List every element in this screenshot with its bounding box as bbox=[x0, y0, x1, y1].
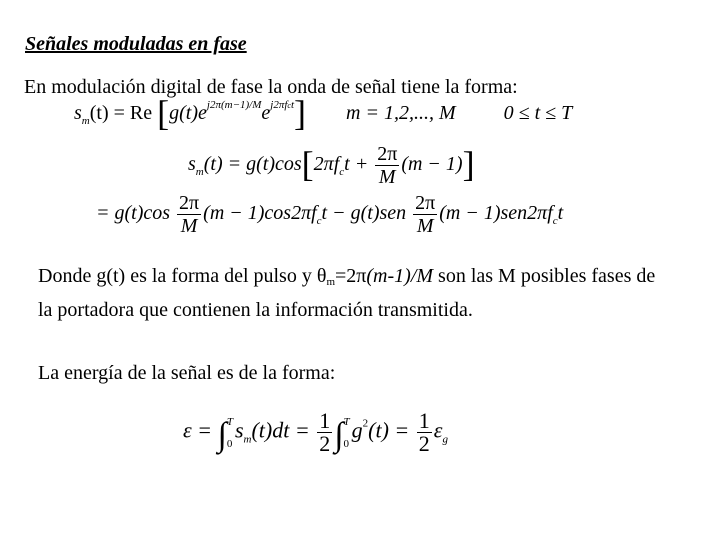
fraction-one-half-1: $\frac{1}{2}$ bbox=[319, 408, 331, 456]
intro-text: En modulación digital de fase la onda de señal tiene la forma: bbox=[24, 76, 518, 98]
fraction-2pi-over-M-2: $\frac{2\pi}{M}$ bbox=[415, 192, 436, 237]
integral-sign-1: ∫ bbox=[217, 416, 227, 454]
equation-energy: ε = ∫ T 0 $s_m(t)dt$ = $\frac{1}{2}$ ∫ T 0 $g^2(t)$ = $\frac{1}{2}$ $\varepsilon_g$ bbox=[183, 408, 448, 456]
equation-cos-form: $s_m(t) = g(t)\cos[2\pi f_ct$ + $\frac{2\pi}{M}$ (m − 1)] bbox=[188, 143, 475, 188]
fraction-one-half-2: $\frac{1}{2}$ bbox=[418, 408, 430, 456]
energy-text: La energía de la señal es de la forma: bbox=[38, 362, 336, 384]
right-bracket: ] bbox=[294, 93, 307, 133]
equation-expanded-form: = g(t)cos $\frac{2\pi}{M}$ $(m - 1)\cos 2\pi f_ct - g(t)sen$ $\frac{2\pi}{M}$ $(m - 1)sen2\pi f_ct$ bbox=[96, 192, 564, 237]
slide-title: Señales moduladas en fase bbox=[25, 33, 247, 55]
fraction-2pi-over-M-1: $\frac{2\pi}{M}$ bbox=[179, 192, 200, 237]
left-bracket: [ bbox=[157, 93, 170, 133]
description-paragraph: Donde g(t) es la forma del pulso y θm=2π(m-1)/M son las M posibles fases de la portadora que contienen la información transmitida. bbox=[38, 265, 656, 321]
equation-signal-definition: $s_m(t) = Re$ $[g(t)e^{j2\pi(m-1)/M}e^{j2\pi fct}] m = 1,2$,..., M 0 ≤ t ≤ T bbox=[74, 93, 573, 133]
eq1-lhs: s bbox=[74, 102, 82, 124]
eq1-lhs-arg: (t) = Re bbox=[89, 102, 153, 124]
fraction-2pi-over-M: $\frac{2\pi}{M}$ bbox=[377, 143, 398, 188]
eq1-range-m: m = 1,2,..., M bbox=[346, 102, 456, 124]
eq1-range-t: 0 ≤ t ≤ T bbox=[503, 102, 573, 124]
integral-sign-2: ∫ bbox=[334, 416, 344, 454]
